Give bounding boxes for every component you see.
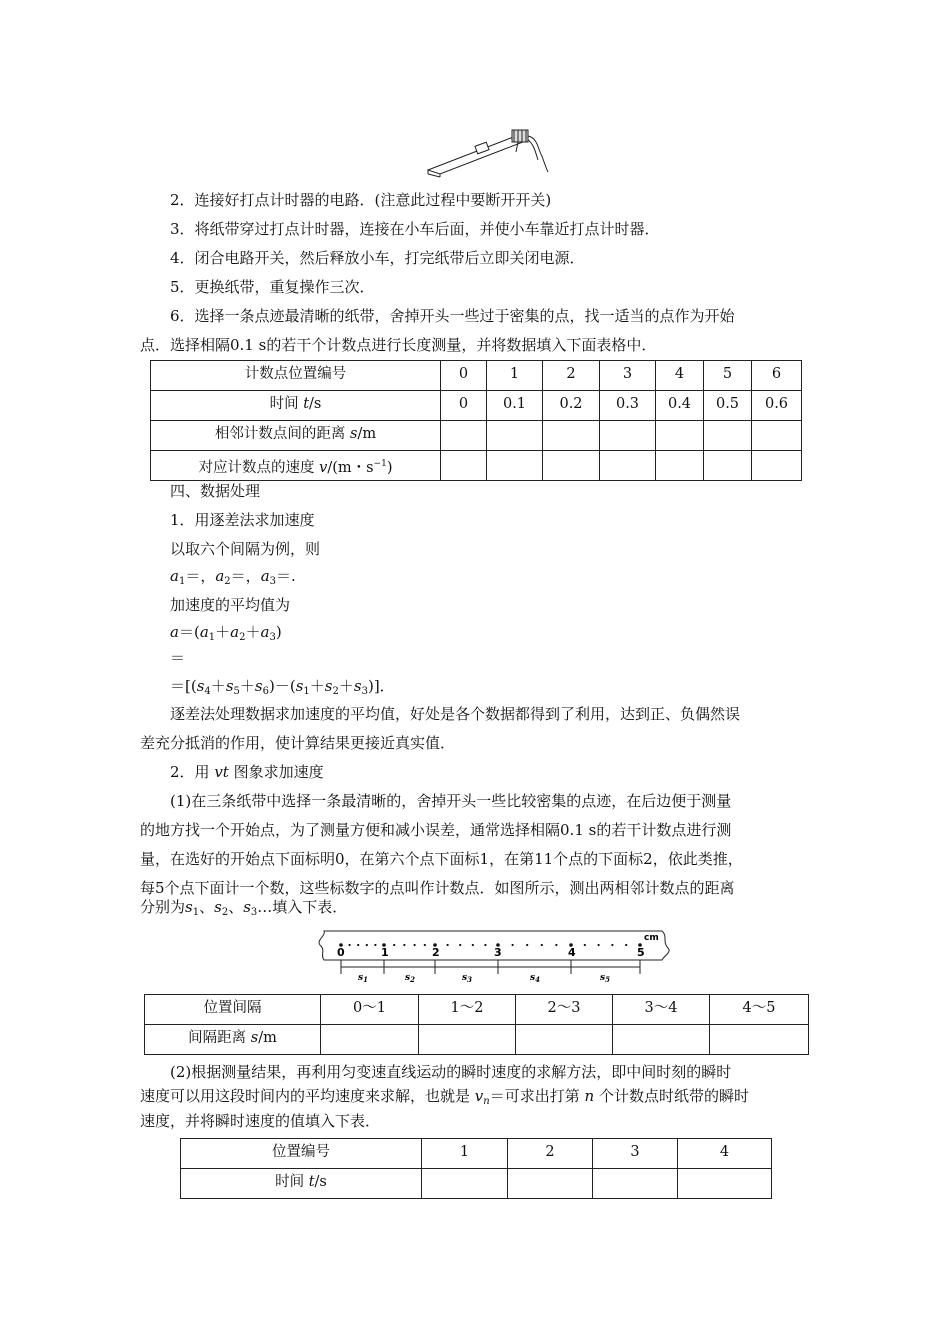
table3-header-cell: 1 bbox=[422, 1139, 508, 1169]
tape-dot bbox=[472, 944, 474, 946]
table3-header-cell: 2 bbox=[508, 1139, 593, 1169]
part-2-line-3: 速度，并将瞬时速度的值填入下表． bbox=[140, 1112, 381, 1130]
part-2-line-1: (2)根据测量结果，再利用匀变速直线运动的瞬时速度的求解方法，即中间时刻的瞬时 bbox=[170, 1063, 732, 1081]
tape-dot bbox=[393, 944, 395, 946]
part-1-line-3: 量，在选好的开始点下面标明0，在第六个点下面标1，在第11个点的下面标2，依此类推， bbox=[140, 850, 743, 868]
acceleration-formulas: $a_1=$，$a_2=$，$a_3=$. bbox=[170, 567, 296, 587]
table1-time-row bbox=[151, 391, 802, 421]
table3-header-label: 位置编号 bbox=[181, 1139, 422, 1169]
step-6-line-2: 点．选择相隔0.1 s的若干个计数点进行长度测量，并将数据填入下面表格中． bbox=[140, 336, 657, 354]
table1-time-label: 时间 t/s bbox=[151, 391, 441, 421]
subsection-2-heading: 2．用 vt 图象求加速度 bbox=[170, 763, 324, 781]
tape-count-label: 0 bbox=[337, 946, 345, 959]
tape-count-label: 5 bbox=[637, 946, 645, 959]
tape-segment-label: $s_2$ bbox=[405, 973, 415, 984]
table1-header-cell: 6 bbox=[752, 361, 802, 391]
tape-count-label: 4 bbox=[568, 946, 576, 959]
step-3: 3．将纸带穿过打点计时器，连接在小车后面，并使小车靠近打点计时器． bbox=[170, 220, 660, 238]
tape-dot bbox=[625, 944, 627, 946]
tape-dot bbox=[598, 944, 600, 946]
method-paragraph-line-1: 逐差法处理数据求加速度的平均值，好处是各个数据都得到了利用，达到正、负偶然误 bbox=[170, 705, 741, 723]
table3-header-cell: 4 bbox=[678, 1139, 772, 1169]
table1-header-cell: 0 bbox=[441, 361, 487, 391]
table1-time-cell: 0 bbox=[441, 391, 487, 421]
difference-formula: $=[(s_4+s_5+s_6)-(s_1+s_2+s_3)]$． bbox=[170, 677, 395, 697]
part-1-line-5: 分别为$s_1$、$s_2$、$s_3\dots$填入下表． bbox=[140, 898, 348, 918]
equals-line: ＝ bbox=[170, 649, 186, 667]
part-1-line-1: (1)在三条纸带中选择一条最清晰的，舍掉开头一些比较密集的点迹，在后边便于测量 bbox=[170, 792, 732, 810]
table1-time-cell: 0.4 bbox=[656, 391, 704, 421]
part-1-line-2: 的地方找一个开始点，为了测量方便和减小误差，通常选择相隔0.1 s的若干计数点进行测 bbox=[140, 821, 732, 839]
part-2-line-2: 速度可以用这段时间内的平均速度来求解，也就是 $v_n=$可求出打第 n 个计数点时纸带的瞬时 bbox=[140, 1087, 750, 1107]
tape-dot bbox=[366, 944, 368, 946]
table1-header-label: 计数点位置编号 bbox=[151, 361, 441, 391]
tape-dot bbox=[357, 944, 359, 946]
tape-count-label: 2 bbox=[432, 946, 440, 959]
tape-segment-label: $s_4$ bbox=[530, 973, 540, 984]
tape-segment-label: $s_3$ bbox=[462, 973, 472, 984]
tape-dot bbox=[374, 944, 376, 946]
tape-dot bbox=[459, 944, 461, 946]
table2-header-label: 位置间隔 bbox=[145, 995, 321, 1025]
table2-header-cell: 4～5 bbox=[710, 995, 809, 1025]
tape-dot bbox=[424, 944, 426, 946]
table1-header-cell: 3 bbox=[600, 361, 656, 391]
six-interval-intro: 以取六个间隔为例，则 bbox=[170, 540, 321, 558]
table1-distance-row bbox=[151, 421, 802, 451]
table2-header-cell: 3～4 bbox=[613, 995, 710, 1025]
tape-dot bbox=[611, 944, 613, 946]
tape-dot bbox=[512, 944, 514, 946]
table2-header-cell: 1～2 bbox=[419, 995, 516, 1025]
section-4-heading: 四、数据处理 bbox=[170, 482, 261, 500]
table3-header-row bbox=[181, 1139, 772, 1169]
method-paragraph-line-2: 差充分抵消的作用，使计算结果更接近真实值． bbox=[140, 734, 456, 752]
table1-time-cell: 0.6 bbox=[752, 391, 802, 421]
step-5: 5．更换纸带，重复操作三次． bbox=[170, 278, 375, 296]
table1-header-cell: 2 bbox=[543, 361, 600, 391]
average-formula: $a=(a_1+a_2+a_3)$ bbox=[170, 623, 282, 643]
interval-distance-table bbox=[144, 994, 809, 1055]
part-1-line-4: 每5个点下面计一个数，这些标数字的点叫作计数点．如图所示，测出两相邻计数点的距离 bbox=[140, 879, 735, 897]
tape-dot bbox=[541, 944, 543, 946]
step-2: 2．连接好打点计时器的电路．(注意此过程中要断开开关) bbox=[170, 191, 552, 209]
table3-time-label: 时间 t/s bbox=[181, 1169, 422, 1199]
table2-header-cell: 0～1 bbox=[321, 995, 419, 1025]
table1-time-cell: 0.5 bbox=[704, 391, 752, 421]
ticker-tape-diagram bbox=[312, 928, 674, 986]
table2-header-row bbox=[145, 995, 809, 1025]
tape-segment-label: $s_1$ bbox=[358, 973, 368, 984]
tape-dot bbox=[403, 944, 405, 946]
table2-header-cell: 2～3 bbox=[516, 995, 613, 1025]
table3-header-cell: 3 bbox=[593, 1139, 678, 1169]
table1-distance-label: 相邻计数点间的距离 s/m bbox=[151, 421, 441, 451]
tape-unit-label: cm bbox=[644, 933, 659, 943]
tape-dot bbox=[555, 944, 557, 946]
tape-count-label: 3 bbox=[494, 946, 502, 959]
step-6-line-1: 6．选择一条点迹最清晰的纸带，舍掉开头一些过于密集的点，找一适当的点作为开始 bbox=[170, 307, 735, 325]
step-4: 4．闭合电路开关，然后释放小车，打完纸带后立即关闭电源． bbox=[170, 249, 585, 267]
average-label: 加速度的平均值为 bbox=[170, 596, 291, 614]
counting-points-table bbox=[150, 360, 802, 481]
tape-count-label: 1 bbox=[381, 946, 389, 959]
table3-time-row bbox=[181, 1169, 772, 1199]
table1-header-cell: 4 bbox=[656, 361, 704, 391]
tape-dot bbox=[584, 944, 586, 946]
table1-time-cell: 0.2 bbox=[543, 391, 600, 421]
tape-dot bbox=[349, 944, 351, 946]
table2-distance-row bbox=[145, 1025, 809, 1055]
table1-header-cell: 5 bbox=[704, 361, 752, 391]
tape-dot bbox=[447, 944, 449, 946]
table1-header-row bbox=[151, 361, 802, 391]
table1-time-cell: 0.3 bbox=[600, 391, 656, 421]
table2-distance-label: 间隔距离 s/m bbox=[145, 1025, 321, 1055]
tape-dot bbox=[484, 944, 486, 946]
table1-header-cell: 1 bbox=[487, 361, 543, 391]
tape-segment-label: $s_5$ bbox=[600, 973, 610, 984]
apparatus-illustration bbox=[420, 120, 560, 180]
position-time-table bbox=[180, 1138, 772, 1199]
table1-velocity-row bbox=[151, 451, 802, 481]
table1-velocity-label: 对应计数点的速度 v/(m・$s^{-1}$) bbox=[151, 451, 441, 481]
subsection-1-heading: 1．用逐差法求加速度 bbox=[170, 511, 315, 529]
tape-dot bbox=[526, 944, 528, 946]
tape-dot bbox=[414, 944, 416, 946]
table1-time-cell: 0.1 bbox=[487, 391, 543, 421]
